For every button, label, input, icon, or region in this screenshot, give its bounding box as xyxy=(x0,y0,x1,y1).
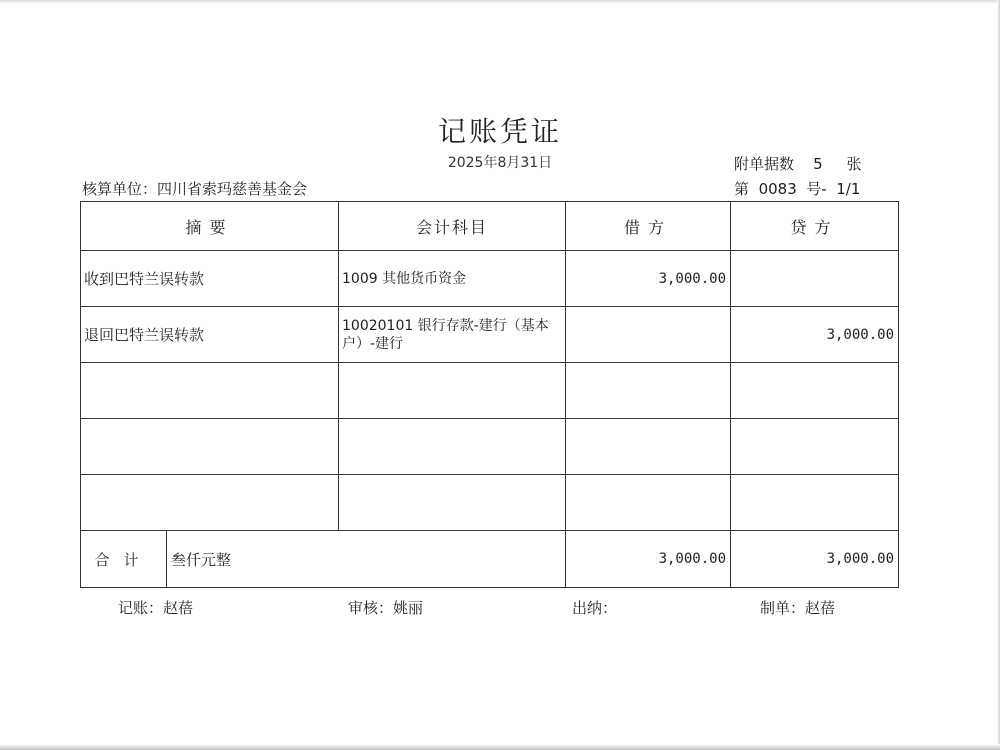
voucher-number xyxy=(734,178,860,199)
entry-summary xyxy=(81,363,339,419)
entry-summary: 退回巴特兰误转款 xyxy=(81,307,339,363)
footer-reviewer xyxy=(348,597,423,618)
total-debit: 3,000.00 xyxy=(566,531,731,588)
entry-debit xyxy=(566,307,731,363)
table-header-row xyxy=(81,202,899,251)
entry-summary xyxy=(81,475,339,531)
entry-summary xyxy=(81,419,339,475)
entry-account xyxy=(339,419,566,475)
table-row xyxy=(81,363,899,419)
header-credit: 贷方 xyxy=(731,202,899,251)
accounting-unit-value: 四川省索玛慈善基金会 xyxy=(157,180,308,198)
entry-summary: 收到巴特兰误转款 xyxy=(81,251,339,307)
entry-debit xyxy=(566,475,731,531)
table-row xyxy=(81,307,899,363)
entry-account xyxy=(339,363,566,419)
entry-debit xyxy=(566,363,731,419)
voucher-number-value: 0083 xyxy=(758,180,797,198)
entry-credit xyxy=(731,475,899,531)
total-label: 合计 xyxy=(81,531,167,587)
total-credit: 3,000.00 xyxy=(731,531,899,588)
attachments-label: 附单据数 xyxy=(734,155,795,173)
header-debit: 借方 xyxy=(566,202,731,251)
total-label-cell xyxy=(81,531,566,588)
entry-credit xyxy=(731,251,899,307)
scan-edge-bottom xyxy=(0,744,1000,750)
attachments-count: 5 xyxy=(813,155,823,173)
voucher-page: 1/1 xyxy=(836,180,861,198)
preparer-name: 赵蓓 xyxy=(805,599,836,617)
header-account: 会计科目 xyxy=(339,202,566,251)
bookkeeper-label: 记账： xyxy=(118,599,164,617)
table-row xyxy=(81,475,899,531)
reviewer-name: 姚丽 xyxy=(393,599,424,617)
voucher-date: 2025年8月31日 xyxy=(447,155,553,171)
footer-cashier xyxy=(572,597,617,618)
entry-account: 1009 其他货币资金 xyxy=(339,251,566,307)
reviewer-label: 审核： xyxy=(348,599,394,617)
entry-credit xyxy=(731,419,899,475)
entry-account xyxy=(339,475,566,531)
table-row xyxy=(81,419,899,475)
entry-debit xyxy=(566,419,731,475)
total-in-words: 叁仟元整 xyxy=(171,550,232,569)
footer-bookkeeper xyxy=(118,597,193,618)
cashier-label: 出纳： xyxy=(572,599,618,617)
voucher-number-mid: 号- xyxy=(806,180,827,198)
voucher-title: 记账凭证 xyxy=(437,115,562,148)
entry-account: 10020101 银行存款-建行（基本户）-建行 xyxy=(339,307,566,363)
voucher-table xyxy=(80,201,899,588)
table-row xyxy=(81,251,899,307)
bookkeeper-name: 赵蓓 xyxy=(163,599,194,617)
footer-preparer xyxy=(760,597,835,618)
attachments-unit: 张 xyxy=(846,155,862,173)
accounting-unit xyxy=(82,178,307,199)
header-summary: 摘要 xyxy=(81,202,339,251)
accounting-unit-label: 核算单位： xyxy=(82,180,158,198)
voucher-number-prefix: 第 xyxy=(734,180,750,198)
entry-credit xyxy=(731,363,899,419)
attachments xyxy=(734,153,862,174)
entry-debit: 3,000.00 xyxy=(566,251,731,307)
scan-edge-top xyxy=(0,0,1000,4)
preparer-label: 制单： xyxy=(760,599,806,617)
entry-credit: 3,000.00 xyxy=(731,307,899,363)
total-row xyxy=(81,531,899,588)
